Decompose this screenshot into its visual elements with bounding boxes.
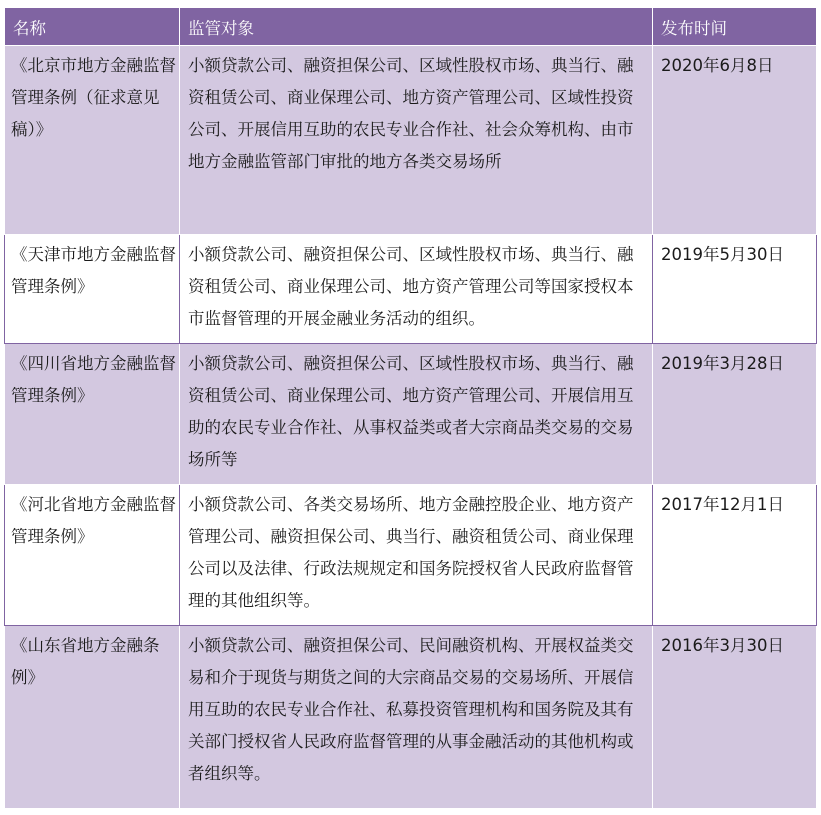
table-row <box>5 344 817 485</box>
table-row <box>5 235 817 344</box>
regulation-name: 《四川省地方金融监督管理条例》 <box>5 344 180 485</box>
regulation-name: 《山东省地方金融条例》 <box>5 626 180 809</box>
regulated-subjects: 小额贷款公司、融资担保公司、区域性股权市场、典当行、融资租赁公司、商业保理公司、地方资产管理公司、区域性投资公司、开展信用互助的农民专业合作社、社会众筹机构、由市地方金融监管部门审批的地方各类交易场所 <box>180 46 653 235</box>
publish-date: 2016年3月30日 <box>653 626 817 809</box>
table-row <box>5 485 817 626</box>
header-name: 名称 <box>5 8 180 46</box>
publish-date: 2017年12月1日 <box>653 485 817 626</box>
regulated-subjects: 小额贷款公司、各类交易场所、地方金融控股企业、地方资产管理公司、融资担保公司、典当行、融资租赁公司、商业保理公司以及法律、行政法规规定和国务院授权省人民政府监督管理的其他组织等。 <box>180 485 653 626</box>
header-row <box>5 8 817 46</box>
regulation-name: 《河北省地方金融监督管理条例》 <box>5 485 180 626</box>
publish-date: 2020年6月8日 <box>653 46 817 235</box>
table-row <box>5 46 817 235</box>
regulation-name: 《天津市地方金融监督管理条例》 <box>5 235 180 344</box>
regulated-subjects: 小额贷款公司、融资担保公司、民间融资机构、开展权益类交易和介于现货与期货之间的大宗商品交易的交易场所、开展信用互助的农民专业合作社、私募投资管理机构和国务院及其有关部门授权省人民政府监督管理的从事金融活动的其他机构或者组织等。 <box>180 626 653 809</box>
publish-date: 2019年3月28日 <box>653 344 817 485</box>
regulated-subjects: 小额贷款公司、融资担保公司、区域性股权市场、典当行、融资租赁公司、商业保理公司、地方资产管理公司等国家授权本市监督管理的开展金融业务活动的组织。 <box>180 235 653 344</box>
header-subjects: 监管对象 <box>180 8 653 46</box>
table-row <box>5 626 817 809</box>
publish-date: 2019年5月30日 <box>653 235 817 344</box>
regulation-name: 《北京市地方金融监督管理条例（征求意见稿）》 <box>5 46 180 235</box>
regulation-table <box>4 7 817 809</box>
regulated-subjects: 小额贷款公司、融资担保公司、区域性股权市场、典当行、融资租赁公司、商业保理公司、地方资产管理公司、开展信用互助的农民专业合作社、从事权益类或者大宗商品类交易的交易场所等 <box>180 344 653 485</box>
header-date: 发布时间 <box>653 8 817 46</box>
